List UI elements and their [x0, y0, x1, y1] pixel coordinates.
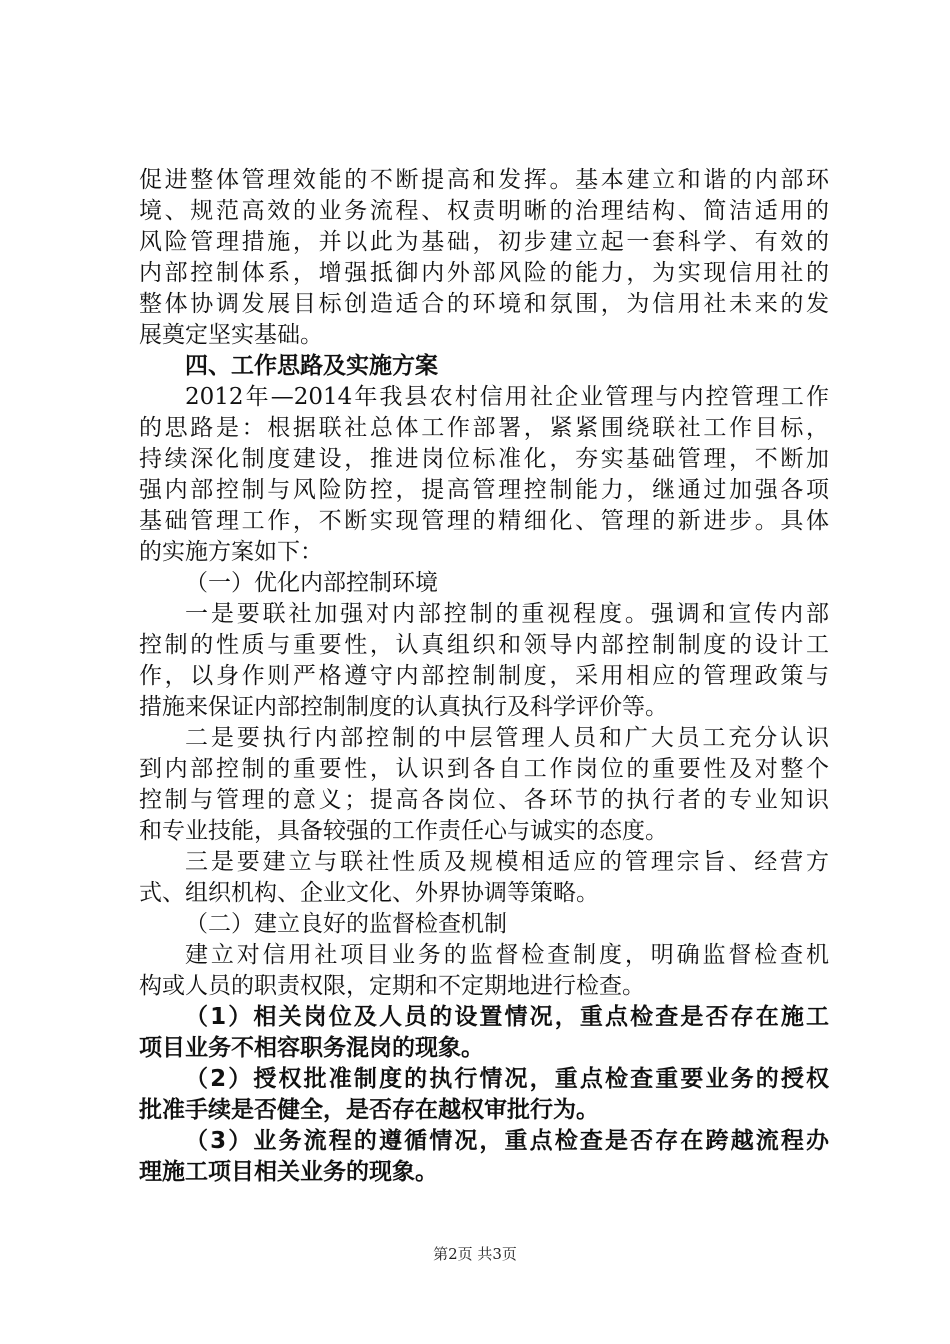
paragraph-line: 风险管理措施，并以此为基础，初步建立起一套科学、有效的: [139, 229, 829, 255]
page-footer: 第2页 共3页: [433, 1245, 517, 1263]
paragraph-line: 展奠定坚实基础。: [139, 322, 323, 348]
check-item-line: （1）相关岗位及人员的设置情况，重点检查是否存在施工: [185, 1004, 829, 1030]
paragraph-line: 控制与管理的意义；提高各岗位、各环节的执行者的专业知识: [139, 787, 829, 813]
check-item-line: （2）授权批准制度的执行情况，重点检查重要业务的授权: [185, 1066, 829, 1092]
paragraph-line: 强内部控制与风险防控，提高管理控制能力，继通过加强各项: [139, 477, 829, 503]
paragraph-line: 的思路是：根据联社总体工作部署，紧紧围绕联社工作目标，: [139, 415, 829, 441]
paragraph-line: 构或人员的职责权限，定期和不定期地进行检查。: [139, 973, 645, 999]
paragraph-line: 持续深化制度建设，推进岗位标准化，夯实基础管理，不断加: [139, 446, 829, 472]
paragraph-line: 一是要联社加强对内部控制的重视程度。强调和宣传内部: [185, 601, 829, 627]
check-item-line: （3）业务流程的遵循情况，重点检查是否存在跨越流程办: [185, 1128, 829, 1154]
section-heading: 四、工作思路及实施方案: [185, 353, 438, 379]
paragraph-line: 控制的性质与重要性，认真组织和领导内部控制制度的设计工: [139, 632, 829, 658]
paragraph-line: 二是要执行内部控制的中层管理人员和广大员工充分认识: [185, 725, 829, 751]
paragraph-line: 整体协调发展目标创造适合的环境和氛围，为信用社未来的发: [139, 291, 829, 317]
paragraph-line: 建立对信用社项目业务的监督检查制度，明确监督检查机: [185, 942, 829, 968]
paragraph-line: 和专业技能，具备较强的工作责任心与诚实的态度。: [139, 818, 668, 844]
check-item-line: 项目业务不相容职务混岗的现象。: [139, 1035, 484, 1061]
paragraph-line: 到内部控制的重要性，认识到各自工作岗位的重要性及对整个: [139, 756, 829, 782]
subsection-heading: （一）优化内部控制环境: [185, 570, 438, 596]
subsection-heading: （二）建立良好的监督检查机制: [185, 911, 507, 937]
paragraph-line: 的实施方案如下：: [139, 539, 323, 565]
paragraph-line: 2012年—2014年我县农村信用社企业管理与内控管理工作: [185, 384, 829, 410]
paragraph-line: 作，以身作则严格遵守内部控制制度，采用相应的管理政策与: [139, 663, 829, 689]
document-body: [139, 165, 829, 1188]
paragraph-line: 基础管理工作，不断实现管理的精细化、管理的新进步。具体: [139, 508, 829, 534]
check-item-line: 批准手续是否健全，是否存在越权审批行为。: [139, 1097, 599, 1123]
paragraph-line: 促进整体管理效能的不断提高和发挥。基本建立和谐的内部环: [139, 167, 829, 193]
paragraph-line: 境、规范高效的业务流程、权责明晰的治理结构、简洁适用的: [139, 198, 829, 224]
paragraph-line: 内部控制体系，增强抵御内外部风险的能力，为实现信用社的: [139, 260, 829, 286]
paragraph-line: 三是要建立与联社性质及规模相适应的管理宗旨、经营方: [185, 849, 829, 875]
paragraph-line: 措施来保证内部控制制度的认真执行及科学评价等。: [139, 694, 668, 720]
paragraph-line: 式、组织机构、企业文化、外界协调等策略。: [139, 880, 599, 906]
check-item-line: 理施工项目相关业务的现象。: [139, 1159, 438, 1185]
